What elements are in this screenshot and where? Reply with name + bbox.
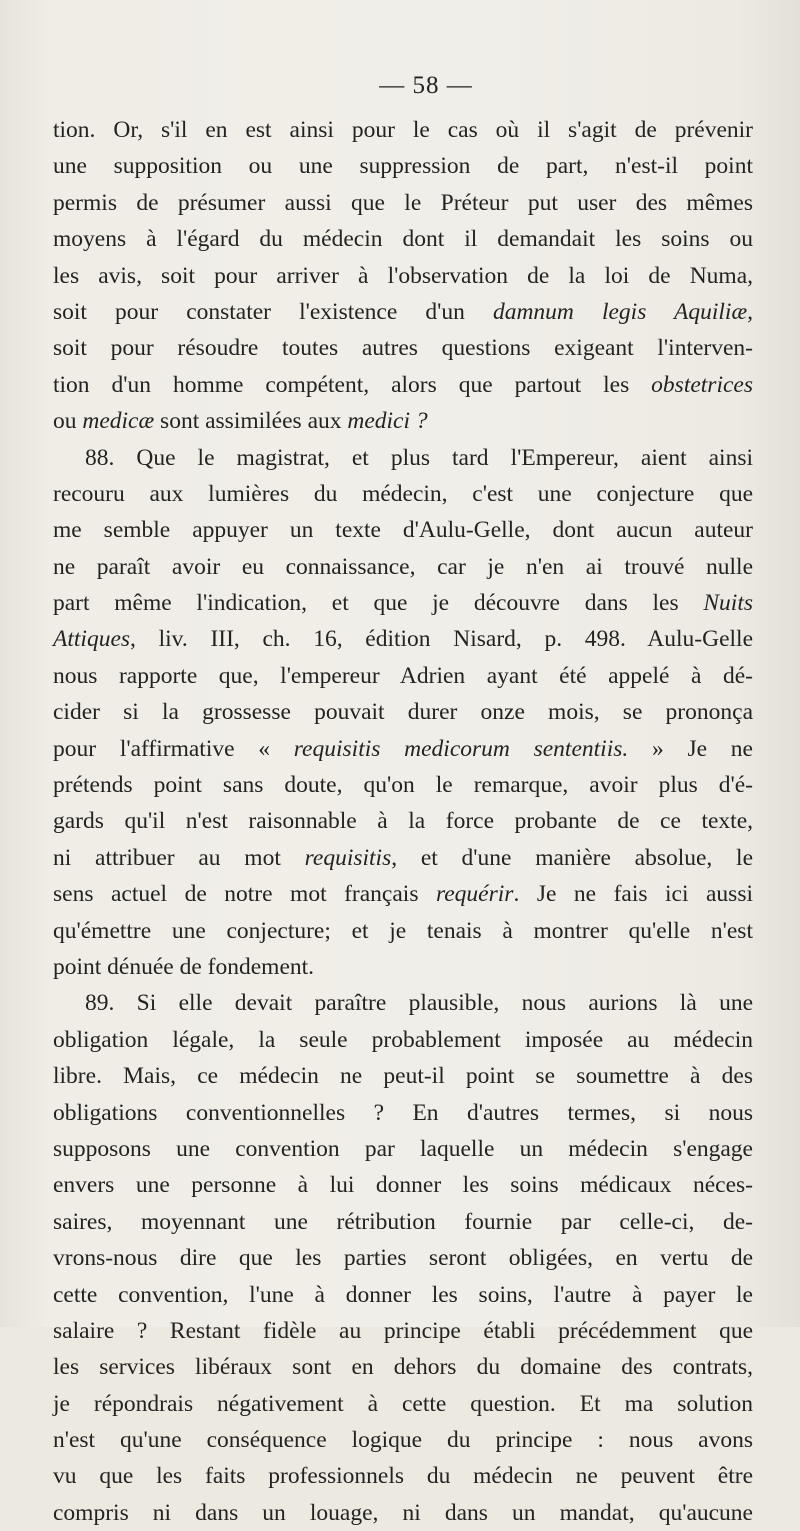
text-segment: » Je ne xyxy=(628,735,753,762)
text-segment: 89. Si elle devait paraître plausible, nous aurions là une xyxy=(85,990,753,1017)
text-segment: gards qu'il n'est raisonnable à la force probante de ce texte, xyxy=(53,808,753,835)
italic-text: Attiques xyxy=(53,626,131,653)
text-line xyxy=(53,1022,753,1058)
text-segment: je répondrais négativement à cette question. Et ma solution xyxy=(53,1390,753,1417)
text-segment: soit pour résoudre toutes autres questions exigeant l'interven- xyxy=(53,335,753,362)
text-line xyxy=(53,585,753,621)
text-segment: libre. Mais, ce médecin ne peut-il point se soumettre à des xyxy=(53,1063,753,1090)
text-segment: obligation légale, la seule probablement imposée au médecin xyxy=(53,1026,753,1053)
text-segment: nous rapporte que, l'empereur Adrien ayant été appelé à dé- xyxy=(53,662,753,689)
text-segment: pour l'affirmative « xyxy=(53,735,294,762)
text-line xyxy=(53,1422,753,1458)
text-line xyxy=(53,1386,753,1422)
text-line xyxy=(53,512,753,548)
italic-text: requisitis xyxy=(304,844,392,871)
italic-text: obstetrices xyxy=(651,371,753,398)
text-line xyxy=(53,949,753,985)
text-segment: 88. Que le magistrat, et plus tard l'Empereur, aient ainsi xyxy=(85,444,753,471)
text-line xyxy=(53,440,753,476)
text-segment: compris ni dans un louage, ni dans un mandat, qu'aucune xyxy=(53,1499,753,1526)
body-text xyxy=(53,112,753,1531)
text-segment: n'est qu'une conséquence logique du principe : nous avons xyxy=(53,1427,753,1454)
text-segment: ou xyxy=(53,408,83,435)
text-line xyxy=(53,1131,753,1167)
text-segment: saires, moyennant une rétribution fournie par celle-ci, de- xyxy=(53,1208,753,1235)
italic-text: medicæ xyxy=(82,408,155,435)
text-segment: permis de présumer aussi que le Préteur put user des mêmes xyxy=(53,189,753,216)
text-segment: soit pour constater l'existence d'un xyxy=(53,298,493,325)
text-segment: tion. Or, s'il en est ainsi pour le cas où il s'agit de prévenir xyxy=(53,117,753,143)
text-line xyxy=(53,803,753,839)
text-segment: les avis, soit pour arriver à l'observation de la loi de Numa, xyxy=(53,262,753,289)
text-segment: salaire ? Restant fidèle au principe établi précédemment que xyxy=(53,1317,753,1344)
text-line xyxy=(53,148,753,184)
text-segment: supposons une convention par laquelle un médecin s'engage xyxy=(53,1135,753,1162)
italic-text: requérir xyxy=(435,881,514,908)
text-line xyxy=(53,1204,753,1240)
text-line xyxy=(53,1458,753,1494)
italic-text: Nuits xyxy=(703,590,753,617)
text-line xyxy=(53,185,753,221)
text-segment: ni attribuer au mot xyxy=(53,844,305,871)
text-line xyxy=(53,221,753,257)
text-line xyxy=(53,767,753,803)
italic-text: medici ? xyxy=(347,408,428,435)
text-segment: me semble appuyer un texte d'Aulu-Gelle, dont aucun auteur xyxy=(53,517,753,544)
text-line xyxy=(53,621,753,657)
text-line xyxy=(53,1349,753,1385)
text-line xyxy=(53,1058,753,1094)
italic-text: damnum legis Aquiliæ, xyxy=(492,298,753,325)
text-segment: sens actuel de notre mot français xyxy=(53,881,436,908)
text-line xyxy=(53,1277,753,1313)
text-segment: . Je ne fais ici aussi xyxy=(513,881,753,908)
text-line xyxy=(53,694,753,730)
text-segment: vu que les faits professionnels du médecin ne peuvent être xyxy=(53,1463,753,1490)
text-segment: tion d'un homme compétent, alors que partout les xyxy=(53,371,652,398)
text-line xyxy=(53,840,753,876)
text-segment: cider si la grossesse pouvait durer onze mois, se prononça xyxy=(53,699,753,726)
text-segment: les services libéraux sont en dehors du domaine des contrats, xyxy=(53,1354,753,1381)
text-line xyxy=(53,330,753,366)
text-line xyxy=(53,985,753,1021)
text-segment: cette convention, l'une à donner les soins, l'autre à payer le xyxy=(53,1281,753,1308)
text-segment: ne paraît avoir eu connaissance, car je n'en ai trouvé nulle xyxy=(53,553,753,580)
text-segment: qu'émettre une conjecture; et je tenais à montrer qu'elle n'est xyxy=(53,917,753,944)
text-line xyxy=(53,403,753,439)
text-line xyxy=(53,1313,753,1349)
text-line xyxy=(53,1495,753,1531)
text-segment: sont assimilées aux xyxy=(154,408,348,435)
text-segment: , et d'une manière absolue, le xyxy=(391,844,754,871)
text-line xyxy=(53,1095,753,1131)
text-segment: , liv. III, ch. 16, édition Nisard, p. 498. Aulu-Gelle xyxy=(130,626,753,653)
text-line xyxy=(53,658,753,694)
text-segment: vrons-nous dire que les parties seront obligées, en vertu de xyxy=(53,1245,753,1272)
text-segment: moyens à l'égard du médecin dont il demandait les soins ou xyxy=(53,226,753,253)
text-line xyxy=(53,913,753,949)
page-number: — 58 — xyxy=(379,72,473,99)
text-line xyxy=(53,1240,753,1276)
text-segment: une supposition ou une suppression de part, n'est-il point xyxy=(53,153,753,180)
text-line xyxy=(53,367,753,403)
text-segment: envers une personne à lui donner les soins médicaux néces- xyxy=(53,1172,753,1199)
text-line xyxy=(53,876,753,912)
text-line xyxy=(53,549,753,585)
text-line xyxy=(53,476,753,512)
text-segment: point dénuée de fondement. xyxy=(53,953,315,980)
text-segment: obligations conventionnelles ? En d'autres termes, si nous xyxy=(53,1099,753,1126)
text-segment: prétends point sans doute, qu'on le remarque, avoir plus d'é- xyxy=(53,772,753,799)
italic-text: requisitis medicorum sententiis. xyxy=(293,735,629,762)
text-segment: recouru aux lumières du médecin, c'est une conjecture que xyxy=(53,480,753,507)
text-line xyxy=(53,258,753,294)
text-line xyxy=(53,294,753,330)
text-segment: part même l'indication, et que je découvre dans les xyxy=(53,590,704,617)
text-line xyxy=(53,112,753,148)
text-line xyxy=(53,1167,753,1203)
text-line xyxy=(53,731,753,767)
